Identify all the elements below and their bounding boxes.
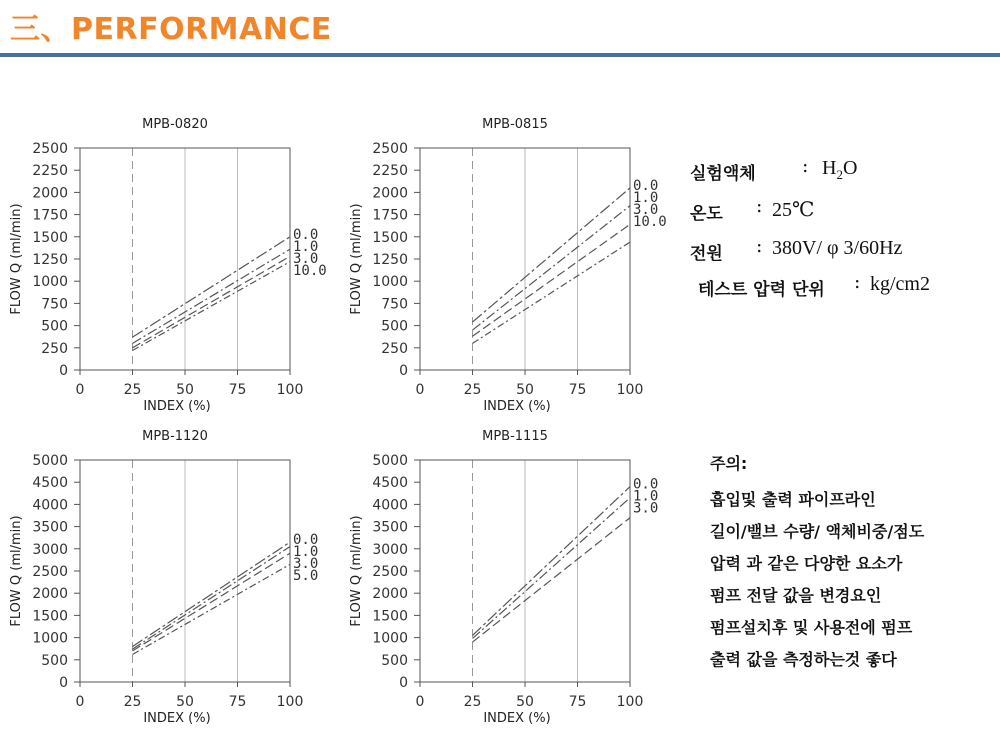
y-tick-label: 1000	[32, 274, 68, 291]
section-title: 三、PERFORMANCE	[10, 12, 332, 47]
y-tick-label: 5000	[372, 453, 408, 469]
y-tick-label: 750	[41, 296, 68, 313]
y-tick-label: 500	[41, 318, 68, 335]
x-tick-label: 0	[415, 382, 425, 398]
y-tick-label: 1000	[372, 630, 408, 647]
x-tick-label: 75	[228, 382, 247, 398]
series-line	[473, 487, 631, 636]
chart-title: MPB-1120	[142, 429, 208, 444]
y-tick-label: 1500	[32, 608, 68, 625]
x-tick-label: 50	[176, 382, 194, 398]
spec-key: 실험액체	[690, 164, 756, 184]
note-line: 흡입및 출력 파이프라인	[710, 490, 876, 509]
chart-svg	[340, 108, 680, 418]
y-axis-label: FLOW Q (ml/min)	[9, 203, 24, 315]
y-tick-label: 4500	[32, 475, 68, 492]
y-tick-label: 1250	[372, 252, 408, 268]
y-tick-label: 0	[59, 675, 68, 691]
chart-mpb-0815	[340, 108, 680, 418]
chart-mpb-1115	[340, 420, 680, 730]
y-tick-label: 500	[381, 652, 408, 669]
x-axis-label: INDEX (%)	[483, 711, 551, 726]
spec-separator: :	[854, 271, 861, 293]
x-tick-label: 0	[75, 382, 85, 398]
series-line	[473, 518, 631, 642]
y-tick-label: 1000	[32, 630, 68, 647]
y-tick-label: 1500	[372, 608, 408, 625]
series-line	[473, 498, 631, 639]
series-line	[133, 249, 291, 343]
page-header	[0, 0, 1000, 58]
series-label: 0.0	[293, 226, 319, 243]
y-tick-label: 4500	[372, 475, 408, 492]
y-tick-label: 4000	[372, 497, 408, 514]
spec-separator: :	[756, 235, 763, 257]
y-axis-label: FLOW Q (ml/min)	[349, 515, 364, 627]
series-line	[133, 237, 291, 337]
x-tick-label: 100	[276, 694, 304, 710]
series-line	[473, 206, 631, 330]
x-tick-label: 50	[516, 694, 534, 710]
x-axis-label: INDEX (%)	[143, 711, 211, 726]
chart-title: MPB-1115	[482, 429, 548, 444]
x-tick-label: 25	[463, 382, 482, 398]
y-tick-label: 5000	[32, 453, 68, 469]
x-tick-label: 75	[568, 382, 587, 398]
y-tick-label: 2000	[372, 586, 408, 603]
note-line: 압력 과 같은 다양한 요소가	[710, 554, 903, 573]
caution-notes	[710, 452, 995, 676]
y-tick-label: 0	[399, 363, 408, 379]
x-tick-label: 100	[616, 382, 644, 398]
x-tick-label: 0	[75, 694, 85, 710]
series-label: 1.0	[633, 488, 659, 505]
y-tick-label: 1750	[372, 207, 408, 224]
y-tick-label: 2250	[372, 163, 408, 180]
series-label: 0.0	[293, 532, 319, 549]
x-axis-label: INDEX (%)	[483, 399, 551, 414]
y-tick-label: 3500	[32, 519, 68, 536]
x-tick-label: 25	[463, 694, 482, 710]
series-label: 3.0	[633, 500, 659, 517]
series-label: 0.0	[633, 177, 659, 194]
y-axis-label: FLOW Q (ml/min)	[9, 515, 24, 627]
y-tick-label: 2250	[32, 163, 68, 180]
series-line	[133, 553, 291, 651]
spec-separator: :	[756, 195, 763, 217]
series-label: 1.0	[633, 189, 659, 206]
chart-title: MPB-0820	[142, 117, 208, 132]
spec-value: $H_2O$	[822, 157, 858, 182]
y-tick-label: 250	[41, 340, 68, 357]
x-tick-label: 75	[568, 694, 587, 710]
spec-value: 380V/ φ 3/60Hz	[772, 237, 903, 259]
series-label: 5.0	[293, 568, 319, 585]
y-tick-label: 3500	[372, 519, 408, 536]
spec-key: 전원	[690, 244, 723, 264]
chart-svg	[340, 420, 680, 730]
y-tick-label: 1000	[372, 274, 408, 291]
chart-title: MPB-0815	[482, 117, 548, 132]
chart-svg	[0, 108, 340, 418]
note-line: 펌프설치후 및 사용전에 펌프	[710, 618, 913, 637]
y-tick-label: 2500	[372, 141, 408, 157]
series-line	[133, 256, 291, 347]
y-tick-label: 1250	[32, 252, 68, 268]
series-label: 0.0	[633, 476, 659, 493]
x-tick-label: 100	[276, 382, 304, 398]
y-tick-label: 250	[381, 340, 408, 357]
y-tick-label: 2000	[372, 185, 408, 202]
chart-mpb-1120	[0, 420, 340, 730]
series-label: 10.0	[293, 262, 327, 279]
series-line	[473, 188, 631, 322]
y-tick-label: 1750	[32, 207, 68, 224]
series-line	[133, 262, 291, 351]
series-label: 3.0	[633, 201, 659, 218]
notes-title: 주의:	[710, 454, 748, 473]
series-line	[473, 224, 631, 336]
series-line	[133, 564, 291, 654]
x-tick-label: 25	[123, 694, 142, 710]
series-label: 1.0	[293, 544, 319, 561]
x-tick-label: 100	[616, 694, 644, 710]
spec-value: 25℃	[772, 199, 815, 221]
series-label: 3.0	[293, 556, 319, 573]
series-line	[133, 547, 291, 650]
chart-mpb-0820	[0, 108, 340, 418]
y-tick-label: 2000	[32, 586, 68, 603]
y-tick-label: 3000	[372, 541, 408, 558]
note-line: 길이/밸브 수량/ 액체비중/점도	[710, 522, 925, 541]
y-tick-label: 500	[381, 318, 408, 335]
x-tick-label: 0	[415, 694, 425, 710]
y-tick-label: 2500	[32, 564, 68, 580]
series-label: 3.0	[293, 250, 319, 267]
y-tick-label: 0	[59, 363, 68, 379]
y-tick-label: 1500	[372, 229, 408, 246]
y-tick-label: 500	[41, 652, 68, 669]
spec-separator: :	[802, 155, 809, 177]
y-tick-label: 2500	[372, 564, 408, 580]
y-tick-label: 4000	[32, 497, 68, 514]
y-tick-label: 2000	[32, 185, 68, 202]
note-line: 출력 값을 측정하는것 좋다	[710, 650, 897, 669]
x-tick-label: 50	[176, 694, 194, 710]
y-tick-label: 1500	[32, 229, 68, 246]
series-line	[133, 542, 291, 646]
spec-key: 테스트 압력 단위	[698, 280, 825, 300]
y-tick-label: 0	[399, 675, 408, 691]
spec-key: 온도	[690, 204, 723, 224]
x-tick-label: 75	[228, 694, 247, 710]
chart-svg	[0, 420, 340, 730]
spec-value: kg/cm2	[870, 273, 930, 295]
series-label: 10.0	[633, 213, 667, 230]
y-tick-label: 750	[381, 296, 408, 313]
x-tick-label: 25	[123, 382, 142, 398]
series-line	[473, 242, 631, 343]
note-line: 펌프 전달 값을 변경요인	[710, 586, 882, 605]
y-tick-label: 2500	[32, 141, 68, 157]
series-label: 1.0	[293, 238, 319, 255]
header-divider	[0, 53, 1000, 57]
y-tick-label: 3000	[32, 541, 68, 558]
x-axis-label: INDEX (%)	[143, 399, 211, 414]
y-axis-label: FLOW Q (ml/min)	[349, 203, 364, 315]
x-tick-label: 50	[516, 382, 534, 398]
